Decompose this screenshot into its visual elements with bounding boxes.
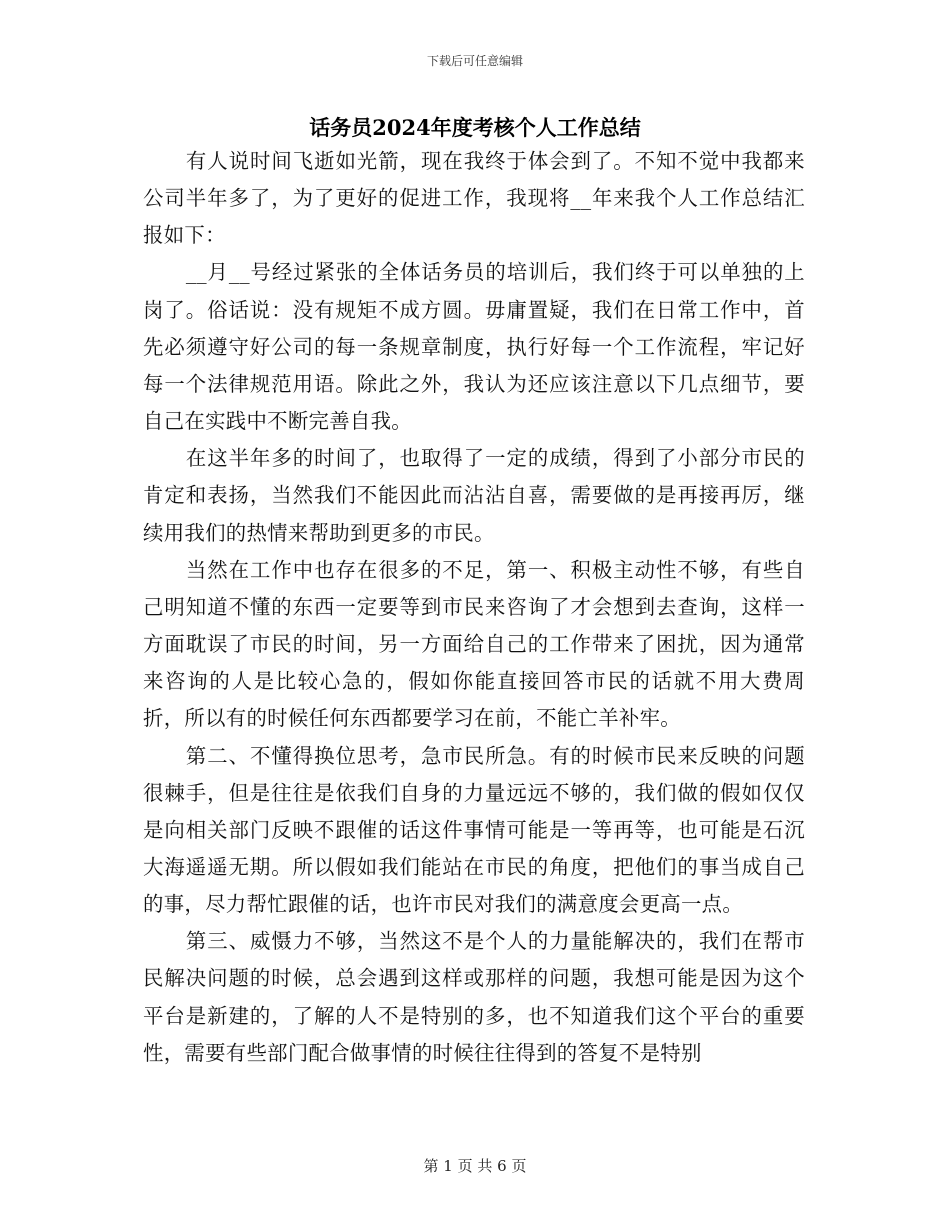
page-header-note: 下载后可任意编辑 — [426, 54, 523, 68]
paragraph-achievements: 在这半年多的时间了，也取得了一定的成绩，得到了小部分市民的肯定和表扬，当然我们不能因此而沾沾自喜，需要做的是再接再厉，继续用我们的热情来帮助到更多的市民。 — [143, 446, 805, 545]
paragraph-training: __月__号经过紧张的全体话务员的培训后，我们终于可以单独的上岗了。俗话说：没有规矩不成方圆。毋庸置疑，我们在日常工作中，首先必须遵守好公司的每一条规章制度，执行好每一个工作流程，牢记好每一个法律规范用语。除此之外，我认为还应该注意以下几点细节，要自己在实践中不断完善自我。 — [143, 260, 805, 434]
document-title: 话务员2024年度考核个人工作总结 — [309, 115, 641, 140]
page-number: 第 1 页 共 6 页 — [423, 1157, 527, 1175]
paragraph-shortcoming-3: 第三、威慑力不够，当然这不是个人的力量能解决的，我们在帮市民解决问题的时候，总会遇到这样或那样的问题，我想可能是因为这个平台是新建的，了解的人不是特别的多，也不知道我们这个平台的重要性，需要有些部门配合做事情的时候往往得到的答复不是特别 — [143, 929, 805, 1065]
paragraph-intro: 有人说时间飞逝如光箭，现在我终于体会到了。不知不觉中我都来公司半年多了，为了更好的促进工作，我现将__年来我个人工作总结汇报如下： — [143, 149, 805, 248]
document-body — [143, 143, 805, 1072]
paragraph-shortcoming-1: 当然在工作中也存在很多的不足，第一、积极主动性不够，有些自己明知道不懂的东西一定要等到市民来咨询了才会想到去查询，这样一方面耽误了市民的时间，另一方面给自己的工作带来了困扰，因为通常来咨询的人是比较心急的，假如你能直接回答市民的话就不用大费周折，所以有的时候任何东西都要学习在前，不能亡羊补牢。 — [143, 557, 805, 731]
paragraph-shortcoming-2: 第二、不懂得换位思考，急市民所急。有的时候市民来反映的问题很棘手，但是往往是依我们自身的力量远远不够的，我们做的假如仅仅是向相关部门反映不跟催的话这件事情可能是一等再等，也可能是石沉大海遥遥无期。所以假如我们能站在市民的角度，把他们的事当成自己的事，尽力帮忙跟催的话，也许市民对我们的满意度会更高一点。 — [143, 743, 805, 917]
